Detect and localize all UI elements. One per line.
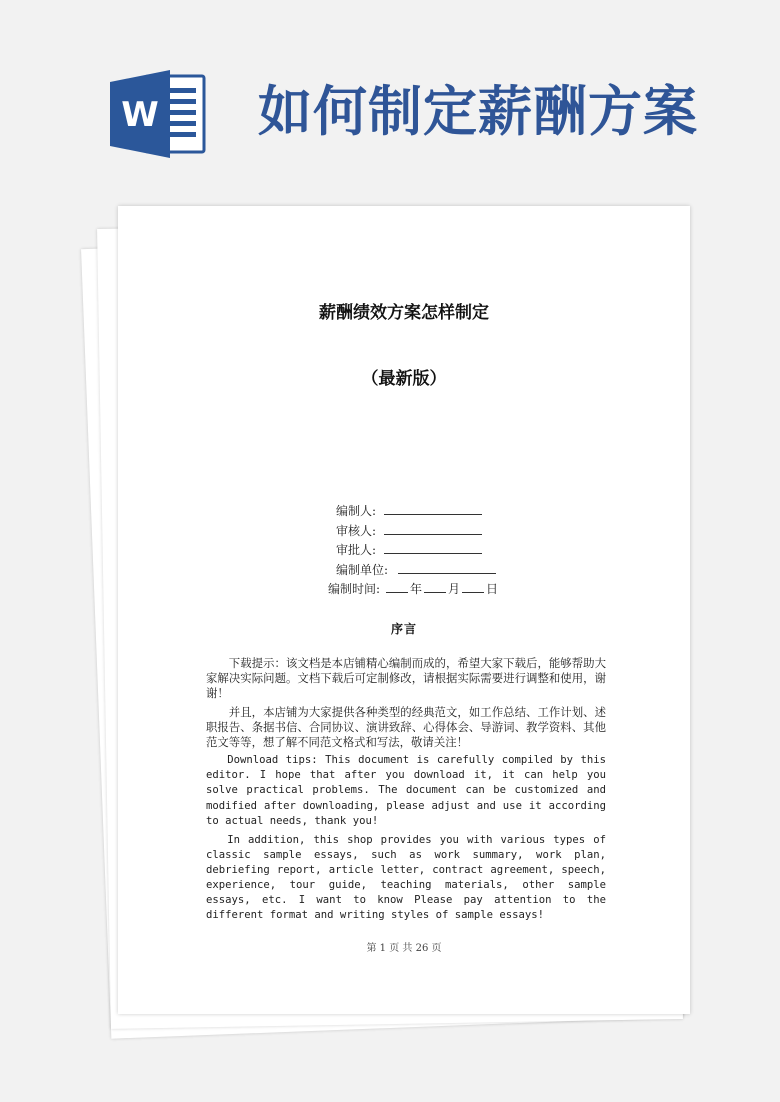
paragraph-sample-essays-en: In addition, this shop provides you with various types of classic sample essays, such as work summary, work plan, debriefing report, article letter, contract agreement, speech, experience, tour guide, teaching materials, other sample essays, etc. I want to know Please pay attention to the different format and writing styles of sample essays! bbox=[206, 833, 606, 922]
field-compiler bbox=[322, 502, 582, 522]
paragraph-sample-essays-zh: 并且，本店铺为大家提供各种类型的经典范文，如工作总结、工作计划、述职报告、条据书信、合同协议、演讲致辞、心得体会、导游词、教学资料、其他范文等等，想了解不同范文格式和写法，敬请关注！ bbox=[206, 704, 606, 750]
day-label: 日 bbox=[486, 582, 499, 596]
field-blank-line bbox=[462, 581, 484, 593]
field-label: 审核人: bbox=[335, 523, 376, 538]
document-subtitle: （最新版） bbox=[361, 369, 447, 389]
year-label: 年 bbox=[410, 582, 423, 596]
field-reviewer bbox=[322, 522, 582, 542]
document-body bbox=[206, 656, 606, 927]
field-unit bbox=[322, 561, 582, 581]
field-label: 审批人: bbox=[335, 543, 376, 557]
paragraph-download-tips-en: Download tips: This document is carefully compiled by this editor. I hope that after you download it, it can help you solve practical problems. The document can be customized and modified after downloading, please adjust and use it according to actual needs, thank you! bbox=[206, 754, 606, 827]
month-label: 月 bbox=[448, 582, 461, 596]
banner-title: 如何制定薪酬方案 bbox=[258, 80, 698, 143]
field-blank-line bbox=[384, 542, 482, 554]
signature-fields bbox=[322, 502, 582, 600]
field-label: 编制时间: bbox=[327, 582, 380, 596]
page-footer: 第 1 页 共 26 页 bbox=[366, 943, 442, 954]
preface-heading: 序言 bbox=[390, 622, 417, 636]
paragraph-download-tips-zh: 下载提示：该文档是本店铺精心编制而成的，希望大家下载后，能够帮助大家解决实际问题。文档下载后可定制修改，请根据实际需要进行调整和使用，谢谢！ bbox=[206, 656, 606, 701]
word-logo-icon bbox=[108, 68, 208, 160]
document-title: 薪酬绩效方案怎样制定 bbox=[319, 303, 489, 323]
document-page bbox=[118, 206, 690, 1014]
field-label: 编制单位: bbox=[335, 562, 388, 577]
word-logo-letter: W bbox=[121, 95, 159, 135]
field-blank-line bbox=[424, 581, 446, 593]
field-blank-line bbox=[398, 562, 496, 574]
field-blank-line bbox=[384, 503, 482, 515]
field-blank-line bbox=[386, 581, 408, 593]
field-blank-line bbox=[384, 523, 482, 535]
field-time bbox=[318, 580, 582, 600]
field-label: 编制人: bbox=[335, 504, 376, 518]
field-approver bbox=[322, 541, 582, 561]
